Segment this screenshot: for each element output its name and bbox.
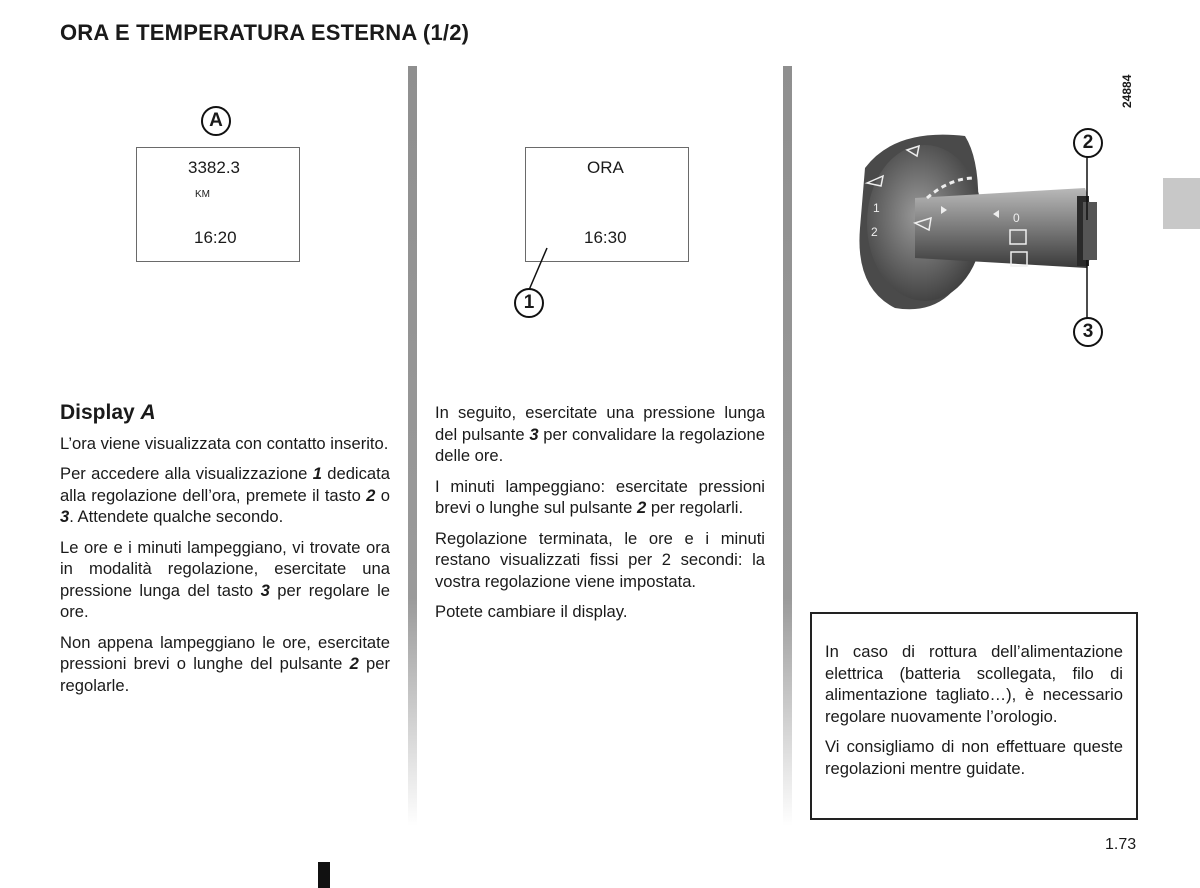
clock-time-1: 16:30 xyxy=(584,228,627,247)
paragraph-text: Potete cambiare il display. xyxy=(435,602,628,621)
key-reference: 2 xyxy=(366,485,376,505)
paragraph xyxy=(60,433,390,455)
page-number: 1.73 xyxy=(1105,836,1137,853)
heading-text: Display xyxy=(60,401,135,424)
key-reference: 3 xyxy=(260,580,270,600)
paragraph-text: per regolarli. xyxy=(646,498,744,517)
column-divider-right xyxy=(783,66,792,826)
callout-2: 2 xyxy=(1073,128,1103,158)
key-reference: 2 xyxy=(349,654,359,673)
paragraph-text: I minuti lampeggiano: esercitate pressioni brevi o lunghe sul pulsante xyxy=(435,476,765,517)
paragraph-text: per regolare le ore. xyxy=(60,580,390,621)
paragraph-text: Regolazione terminata, le ore e i minuti restano visualizzati fissi per 2 secondi: la vostra regolazione viene impostata. xyxy=(435,528,765,591)
note-paragraph: In caso di rottura dell’alimentazione elettrica (batteria scollegata, filo di alimentazione tagliato…), è necessario regolare nuovamente l’orologio. xyxy=(825,642,1123,726)
display-a-screen xyxy=(136,147,300,262)
paragraph-text: o xyxy=(375,485,391,505)
callout-a: A xyxy=(201,106,231,136)
paragraph xyxy=(435,528,765,593)
paragraph-text: L’ora viene visualizzata con contatto inserito. xyxy=(60,433,389,453)
section-tab xyxy=(1163,178,1200,229)
image-reference-code: 24884 xyxy=(1120,74,1134,108)
paragraph xyxy=(60,463,390,528)
paragraph-text: Le ore e i minuti lampeggiano, vi trovate ora in modalità regolazione, esercitate una pressione lunga del tasto xyxy=(60,537,390,600)
paragraph xyxy=(435,601,765,623)
stalk-callout-lines xyxy=(1078,150,1098,330)
wiper-stalk-illustration xyxy=(855,128,1105,318)
callout-1: 1 xyxy=(514,288,544,318)
paragraph-text: dedicata alla regolazione dell’ora, premete il tasto xyxy=(60,464,390,505)
paragraph xyxy=(435,476,765,519)
paragraph-text: In seguito, esercitate una pressione lunga del pulsante xyxy=(435,403,765,444)
paragraph-text: per regolarle. xyxy=(60,654,391,695)
column-left xyxy=(60,402,390,705)
stalk-mark-2: 2 xyxy=(871,225,878,239)
paragraph xyxy=(435,402,765,467)
page-title: ORA E TEMPERATURA ESTERNA (1/2) xyxy=(60,20,470,45)
section-heading xyxy=(60,402,390,424)
paragraph-text: per convalidare la regolazione delle ore. xyxy=(435,424,765,465)
warning-note-box xyxy=(810,612,1138,820)
key-reference: 1 xyxy=(312,464,322,483)
display-heading: ORA xyxy=(587,158,624,177)
stalk-mark-1: 1 xyxy=(873,201,880,215)
paragraph xyxy=(60,632,390,697)
column-middle xyxy=(435,402,765,632)
column-divider-left xyxy=(408,66,417,826)
key-reference: 3 xyxy=(60,507,70,526)
odometer-value: 3382.3 xyxy=(188,158,240,177)
bottom-edge-mark xyxy=(318,862,330,888)
stalk-mark-0: 0 xyxy=(1013,211,1020,225)
note-paragraph: Vi consigliamo di non effettuare queste regolazioni mentre guidate. xyxy=(825,737,1123,778)
clock-time-a: 16:20 xyxy=(194,228,237,247)
odometer-unit: KM xyxy=(195,189,210,200)
key-reference: 3 xyxy=(529,424,539,444)
paragraph-text: Non appena lampeggiano le ore, esercitate pressioni brevi o lunghe del pulsante xyxy=(60,632,390,673)
key-reference: 2 xyxy=(637,498,647,517)
paragraph xyxy=(60,537,390,623)
paragraph-text: Per accedere alla visualizzazione xyxy=(60,464,313,483)
heading-letter: A xyxy=(140,401,156,424)
paragraph-text: . Attendete qualche secondo. xyxy=(69,507,284,526)
callout-3: 3 xyxy=(1073,317,1103,347)
